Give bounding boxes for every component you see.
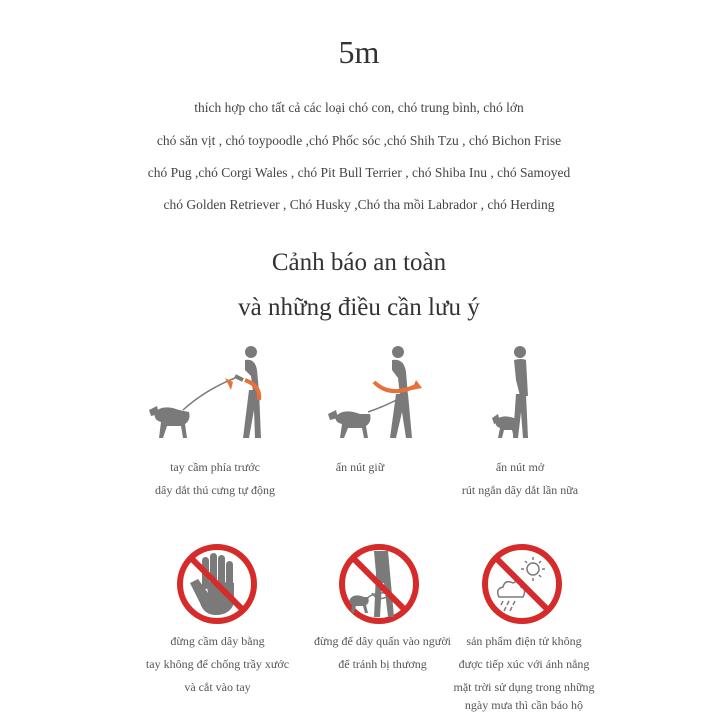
intro-line-1: thích hợp cho tất cả các loại chó con, chó trung bình, chó lớn (194, 100, 524, 115)
warning-1-line-3: và cắt vào tay (184, 680, 251, 694)
safety-heading-line-1: Cảnh báo an toàn (271, 249, 447, 276)
warning-3-line-1: sản phẩm điện tử không (466, 634, 582, 648)
safety-heading-line-2: và những điều cần lưu ý (238, 294, 480, 321)
usage-caption-3-line-1: ấn nút mở (495, 460, 545, 474)
warning-3-line-2: được tiếp xúc với ánh nắng (458, 657, 590, 671)
warning-1-line-1: đừng cầm dây bằng (170, 634, 265, 648)
press-hold-button-icon (320, 340, 430, 445)
warning-2-line-2: để tránh bị thương (338, 657, 427, 671)
no-wrap-leash-legs-icon (338, 543, 420, 625)
usage-caption-1-line-1: tay cầm phía trước (170, 460, 260, 474)
no-sun-rain-icon (481, 543, 563, 625)
intro-line-3: chó Pug ,chó Corgi Wales , chó Pit Bull Terrier , chó Shiba Inu , chó Samoyed (147, 165, 571, 180)
intro-line-4: chó Golden Retriever , Chó Husky ,Chó tha mồi Labrador , chó Herding (163, 197, 555, 212)
warning-2-line-1: đừng để dây quấn vào người (314, 634, 451, 648)
usage-caption-2-line-1: ấn nút giữ (335, 460, 385, 474)
warning-1-line-2: tay không để chống trầy xước (145, 657, 290, 671)
press-release-button-icon (490, 340, 550, 445)
page-title: 5m (338, 34, 380, 70)
usage-caption-3-line-2: rút ngắn dây dắt lần nữa (461, 483, 579, 497)
warning-3-line-3: mặt trời sử dụng trong những (453, 680, 595, 694)
intro-line-2: chó săn vịt , chó toypoodle ,chó Phốc sóc ,chó Shih Tzu , chó Bichon Frise (156, 133, 562, 148)
walking-dog-pulled-icon (135, 340, 275, 445)
usage-caption-1-line-2: dây dắt thú cưng tự động (155, 483, 275, 497)
warning-3-line-4: ngày mưa thì cần bảo hộ (464, 698, 584, 712)
no-grab-leash-hand-icon (176, 543, 258, 625)
